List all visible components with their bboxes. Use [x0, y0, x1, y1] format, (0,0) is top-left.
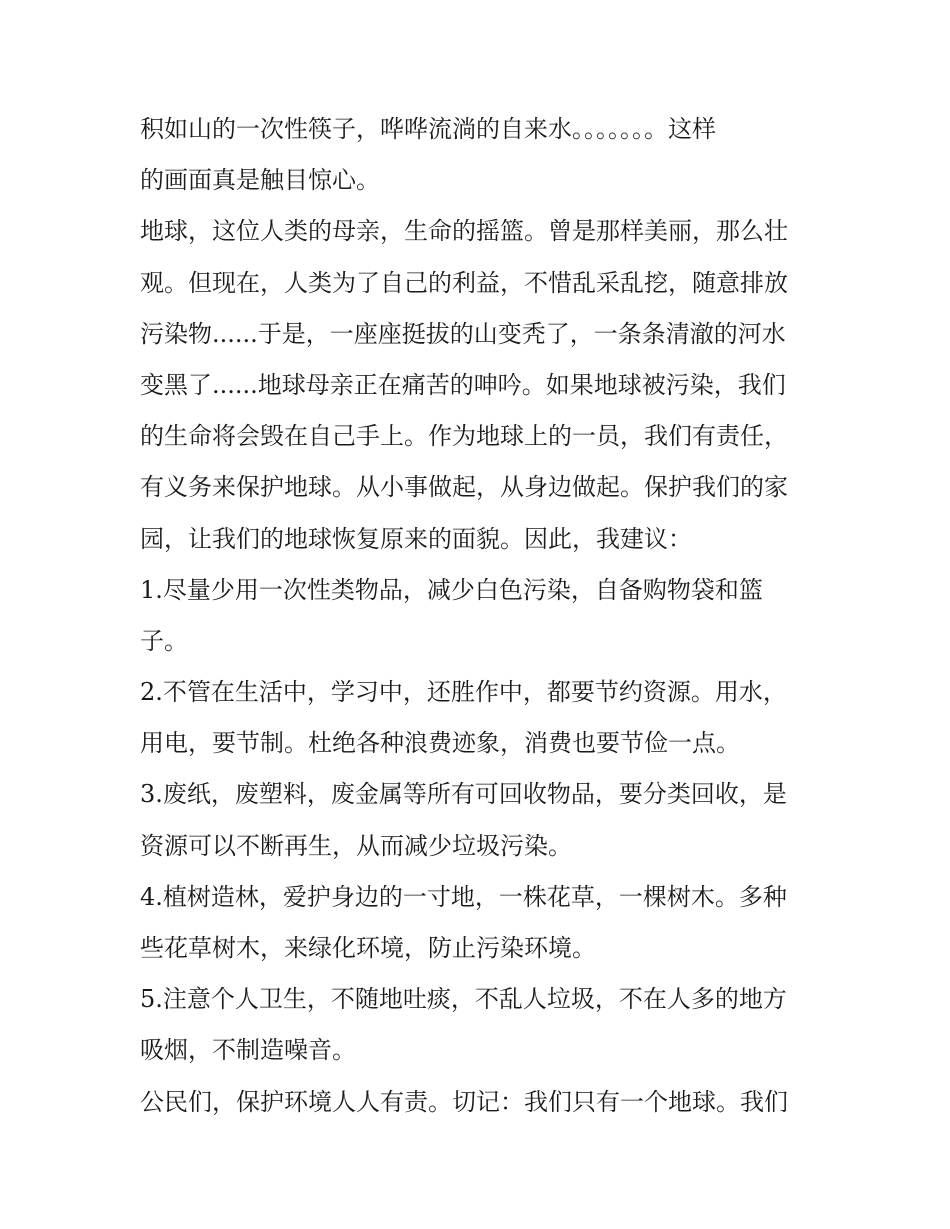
- list-item-1-line: 子。: [140, 626, 188, 655]
- text-line: 污染物......于是，一座座挺拔的山变秃了，一条条清澈的河水: [140, 319, 786, 348]
- list-item-5-line: 5.注意个人卫生，不随地吐痰，不乱人垃圾，不在人多的地方: [140, 985, 787, 1014]
- text-line: 的生命将会毁在自己手上。作为地球上的一员，我们有责任，: [140, 422, 788, 451]
- list-item-2-line: 用电，要节制。杜绝各种浪费迹象，消费也要节俭一点。: [140, 729, 740, 758]
- text-line: 观。但现在，人类为了自己的利益，不惜乱采乱挖，随意排放: [140, 268, 788, 297]
- text-line: 园，让我们的地球恢复原来的面貌。因此，我建议：: [140, 524, 692, 553]
- list-item-1-line: 1.尽量少用一次性类物品，减少白色污染，自备购物袋和篮: [140, 575, 763, 604]
- text-line: 公民们，保护环境人人有责。切记：我们只有一个地球。我们: [140, 1087, 788, 1116]
- text-line: 变黑了......地球母亲正在痛苦的呻吟。如果地球被污染，我们: [140, 370, 786, 399]
- document-body: [140, 104, 820, 1128]
- list-item-3-line: 3.废纸，废塑料，废金属等所有可回收物品，要分类回收，是: [140, 780, 787, 809]
- text-line: 有义务来保护地球。从小事做起，从身边做起。保护我们的家: [140, 473, 788, 502]
- text-line: 的画面真是触目惊心。: [140, 166, 380, 195]
- text-line: 积如山的一次性筷子，哗哗流淌的自来水。。。。。。。这样: [140, 115, 716, 143]
- list-item-4-line: 4.植树造林，爱护身边的一寸地，一株花草，一棵树木。多种: [140, 882, 787, 911]
- list-item-5-line: 吸烟，不制造噪音。: [140, 1036, 356, 1065]
- text-line: 地球，这位人类的母亲，生命的摇篮。曾是那样美丽，那么壮: [140, 217, 788, 246]
- list-item-3-line: 资源可以不断再生，从而减少垃圾污染。: [140, 831, 572, 860]
- list-item-4-line: 些花草树木，来绿化环境，防止污染环境。: [140, 934, 596, 962]
- list-item-2-line: 2.不管在生活中，学习中，还胜作中，都要节约资源。用水，: [140, 678, 787, 707]
